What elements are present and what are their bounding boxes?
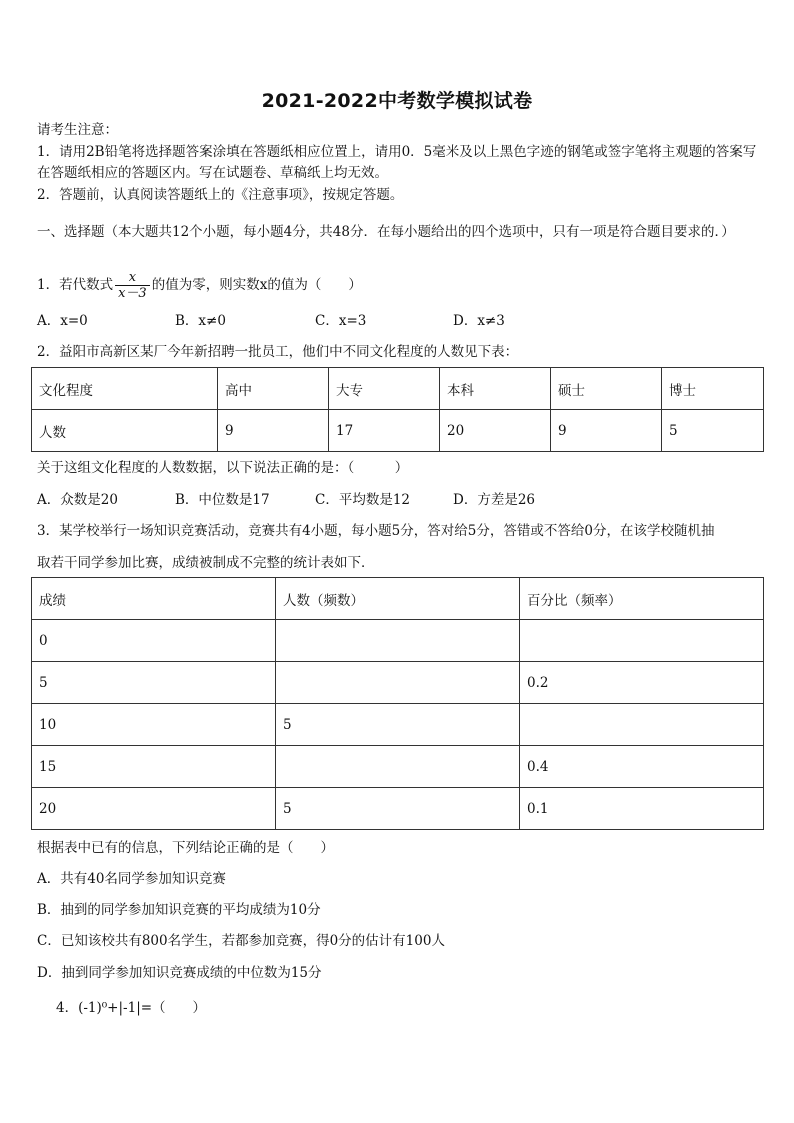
fraction-denominator: x－3: [118, 286, 147, 301]
page-title: 2021-2022中考数学模拟试卷: [261, 90, 533, 112]
q3-option-b: B．抽到的同学参加知识竞赛的平均成绩为10分: [37, 902, 321, 918]
table-cell: 高中: [218, 368, 329, 410]
table-header-row: [32, 368, 764, 410]
q1-option-d: D．x≠3: [453, 313, 505, 329]
table-cell: 5: [276, 788, 520, 830]
table-cell: [520, 704, 764, 746]
table-cell: 人数: [32, 410, 218, 452]
q3-option-a: A．共有40名同学参加知识竞赛: [37, 871, 226, 887]
table-cell: 人数（频数）: [276, 578, 520, 620]
q3-option-d: D．抽到同学参加知识竞赛成绩的中位数为15分: [37, 965, 322, 981]
table-cell: 本科: [440, 368, 551, 410]
table-cell: 9: [551, 410, 662, 452]
question-3-stem-line-1: 3．某学校举行一场知识竞赛活动，竞赛共有4小题，每小题5分，答对给5分，答错或不答给0分，在该学校随机抽: [37, 523, 715, 539]
table-cell: 20: [440, 410, 551, 452]
question-2-prompt: 关于这组文化程度的人数数据，以下说法正确的是：（ ）: [37, 460, 409, 476]
question-4-stem: 4．(-1)⁰+|-1|=（ ）: [56, 1000, 207, 1016]
section-heading: 一、选择题（本大题共12个小题，每小题4分，共48分．在每小题给出的四个选项中，只有一项是符合题目要求的．）: [37, 224, 735, 240]
table-row: [32, 704, 764, 746]
q2-option-a: A．众数是20: [37, 492, 118, 508]
q1-option-b: B．x≠0: [175, 313, 226, 329]
table-cell: [276, 620, 520, 662]
table-row: [32, 788, 764, 830]
fraction-numerator: x: [115, 270, 150, 286]
notice-line-1: 1．请用2B铅笔将选择题答案涂填在答题纸相应位置上，请用0．5毫米及以上黑色字迹的钢笔或签字笔将主观题的答案写在答题纸相应的答题区内。写在试题卷、草稿纸上均无效。: [37, 143, 757, 181]
question-2-stem: 2．益阳市高新区某厂今年新招聘一批员工，他们中不同文化程度的人数见下表：: [37, 344, 519, 360]
score-table: [31, 577, 764, 830]
table-cell: 0: [32, 620, 276, 662]
fraction: [115, 270, 150, 301]
education-table: [31, 367, 764, 452]
notice-heading: 请考生注意：: [37, 122, 118, 138]
table-cell: 0.1: [520, 788, 764, 830]
table-row: [32, 746, 764, 788]
q2-option-b: B．中位数是17: [175, 492, 270, 508]
table-cell: 17: [329, 410, 440, 452]
table-header-row: [32, 578, 764, 620]
q1-option-c: C．x=3: [315, 313, 367, 329]
q2-option-d: D．方差是26: [453, 492, 536, 508]
q3-option-c: C．已知该校共有800名学生，若都参加竞赛，得0分的估计有100人: [37, 933, 445, 949]
table-cell: 5: [662, 410, 764, 452]
table-cell: 5: [32, 662, 276, 704]
table-cell: 文化程度: [32, 368, 218, 410]
table-cell: 5: [276, 704, 520, 746]
table-cell: 百分比（频率）: [520, 578, 764, 620]
table-cell: 20: [32, 788, 276, 830]
q1-prefix: 1．若代数式: [37, 277, 114, 293]
notice-line-2: 2．答题前，认真阅读答题纸上的《注意事项》，按规定答题。: [37, 186, 404, 203]
table-cell: 0.2: [520, 662, 764, 704]
table-cell: 10: [32, 704, 276, 746]
table-row: [32, 662, 764, 704]
table-row: [32, 410, 764, 452]
table-cell: 硕士: [551, 368, 662, 410]
table-row: [32, 620, 764, 662]
question-1-stem: [37, 268, 362, 302]
table-cell: [520, 620, 764, 662]
q2-option-c: C．平均数是12: [315, 492, 411, 508]
table-cell: 大专: [329, 368, 440, 410]
table-cell: 15: [32, 746, 276, 788]
table-cell: 9: [218, 410, 329, 452]
table-cell: 0.4: [520, 746, 764, 788]
table-cell: [276, 662, 520, 704]
notice-block: [37, 120, 759, 206]
table-cell: 博士: [662, 368, 764, 410]
table-cell: [276, 746, 520, 788]
q1-option-a: A．x=0: [37, 313, 88, 329]
question-3-stem-line-2: 取若干同学参加比赛，成绩被制成不完整的统计表如下．: [37, 555, 375, 571]
q1-suffix: 的值为零，则实数x的值为（ ）: [151, 277, 362, 293]
question-3-prompt: 根据表中已有的信息，下列结论正确的是（ ）: [37, 840, 334, 856]
table-cell: 成绩: [32, 578, 276, 620]
